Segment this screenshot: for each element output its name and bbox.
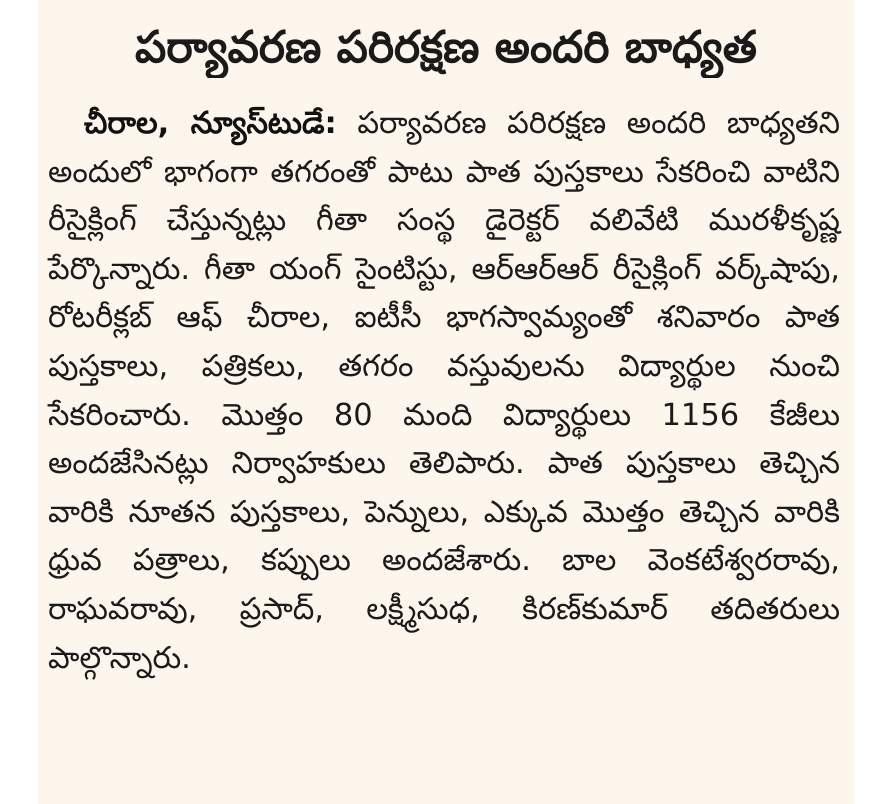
article-text: పర్యావరణ పరిరక్షణ అందరి బాధ్యతని అందులో భాగంగా తగరంతో పాటు పాత పుస్తకాలు సేకరించి వాటిని రీసైక్లింగ్ చేస్తున్నట్లు గీతా సంస్థ డైరెక్టర్ వలివేటి మురళీకృష్ణ పేర్కొన్నారు. గీతా యంగ్ సైంటిస్టు, ఆర్‌ఆర్‌ఆర్ రీసైక్లింగ్ వర్క్‌షాపు, రోటరీక్లబ్ ఆఫ్ చీరాల, ఐటీసీ భాగస్వామ్యంతో శనివారం పాత పుస్తకాలు, పత్రికలు, తగరం వస్తువులను విద్యార్థుల నుంచి సేకరించారు. మొత్తం 80 మంది విద్యార్థులు 1156 కేజీలు అందజేసినట్లు నిర్వాహకులు తెలిపారు. పాత పుస్తకాలు తెచ్చిన వారికి నూతన పుస్తకాలు, పెన్నులు, ఎక్కువ మొత్తం తెచ్చిన వారికి ధ్రువ పత్రాలు, కప్పులు అందజేశారు. బాల వెంకటేశ్వరరావు, రాఘవరావు, ప్రసాద్, లక్ష్మీసుధ, కిరణ్‌కుమార్ తదితరులు పాల్గొన్నారు. [48, 106, 840, 676]
article-dateline: చీరాల, న్యూస్‌టుడే: [84, 106, 337, 141]
newspaper-clipping [38, 0, 854, 804]
article-headline: పర్యావరణ పరిరక్షణ అందరి బాధ్యత [134, 22, 758, 73]
article-body [38, 100, 854, 683]
